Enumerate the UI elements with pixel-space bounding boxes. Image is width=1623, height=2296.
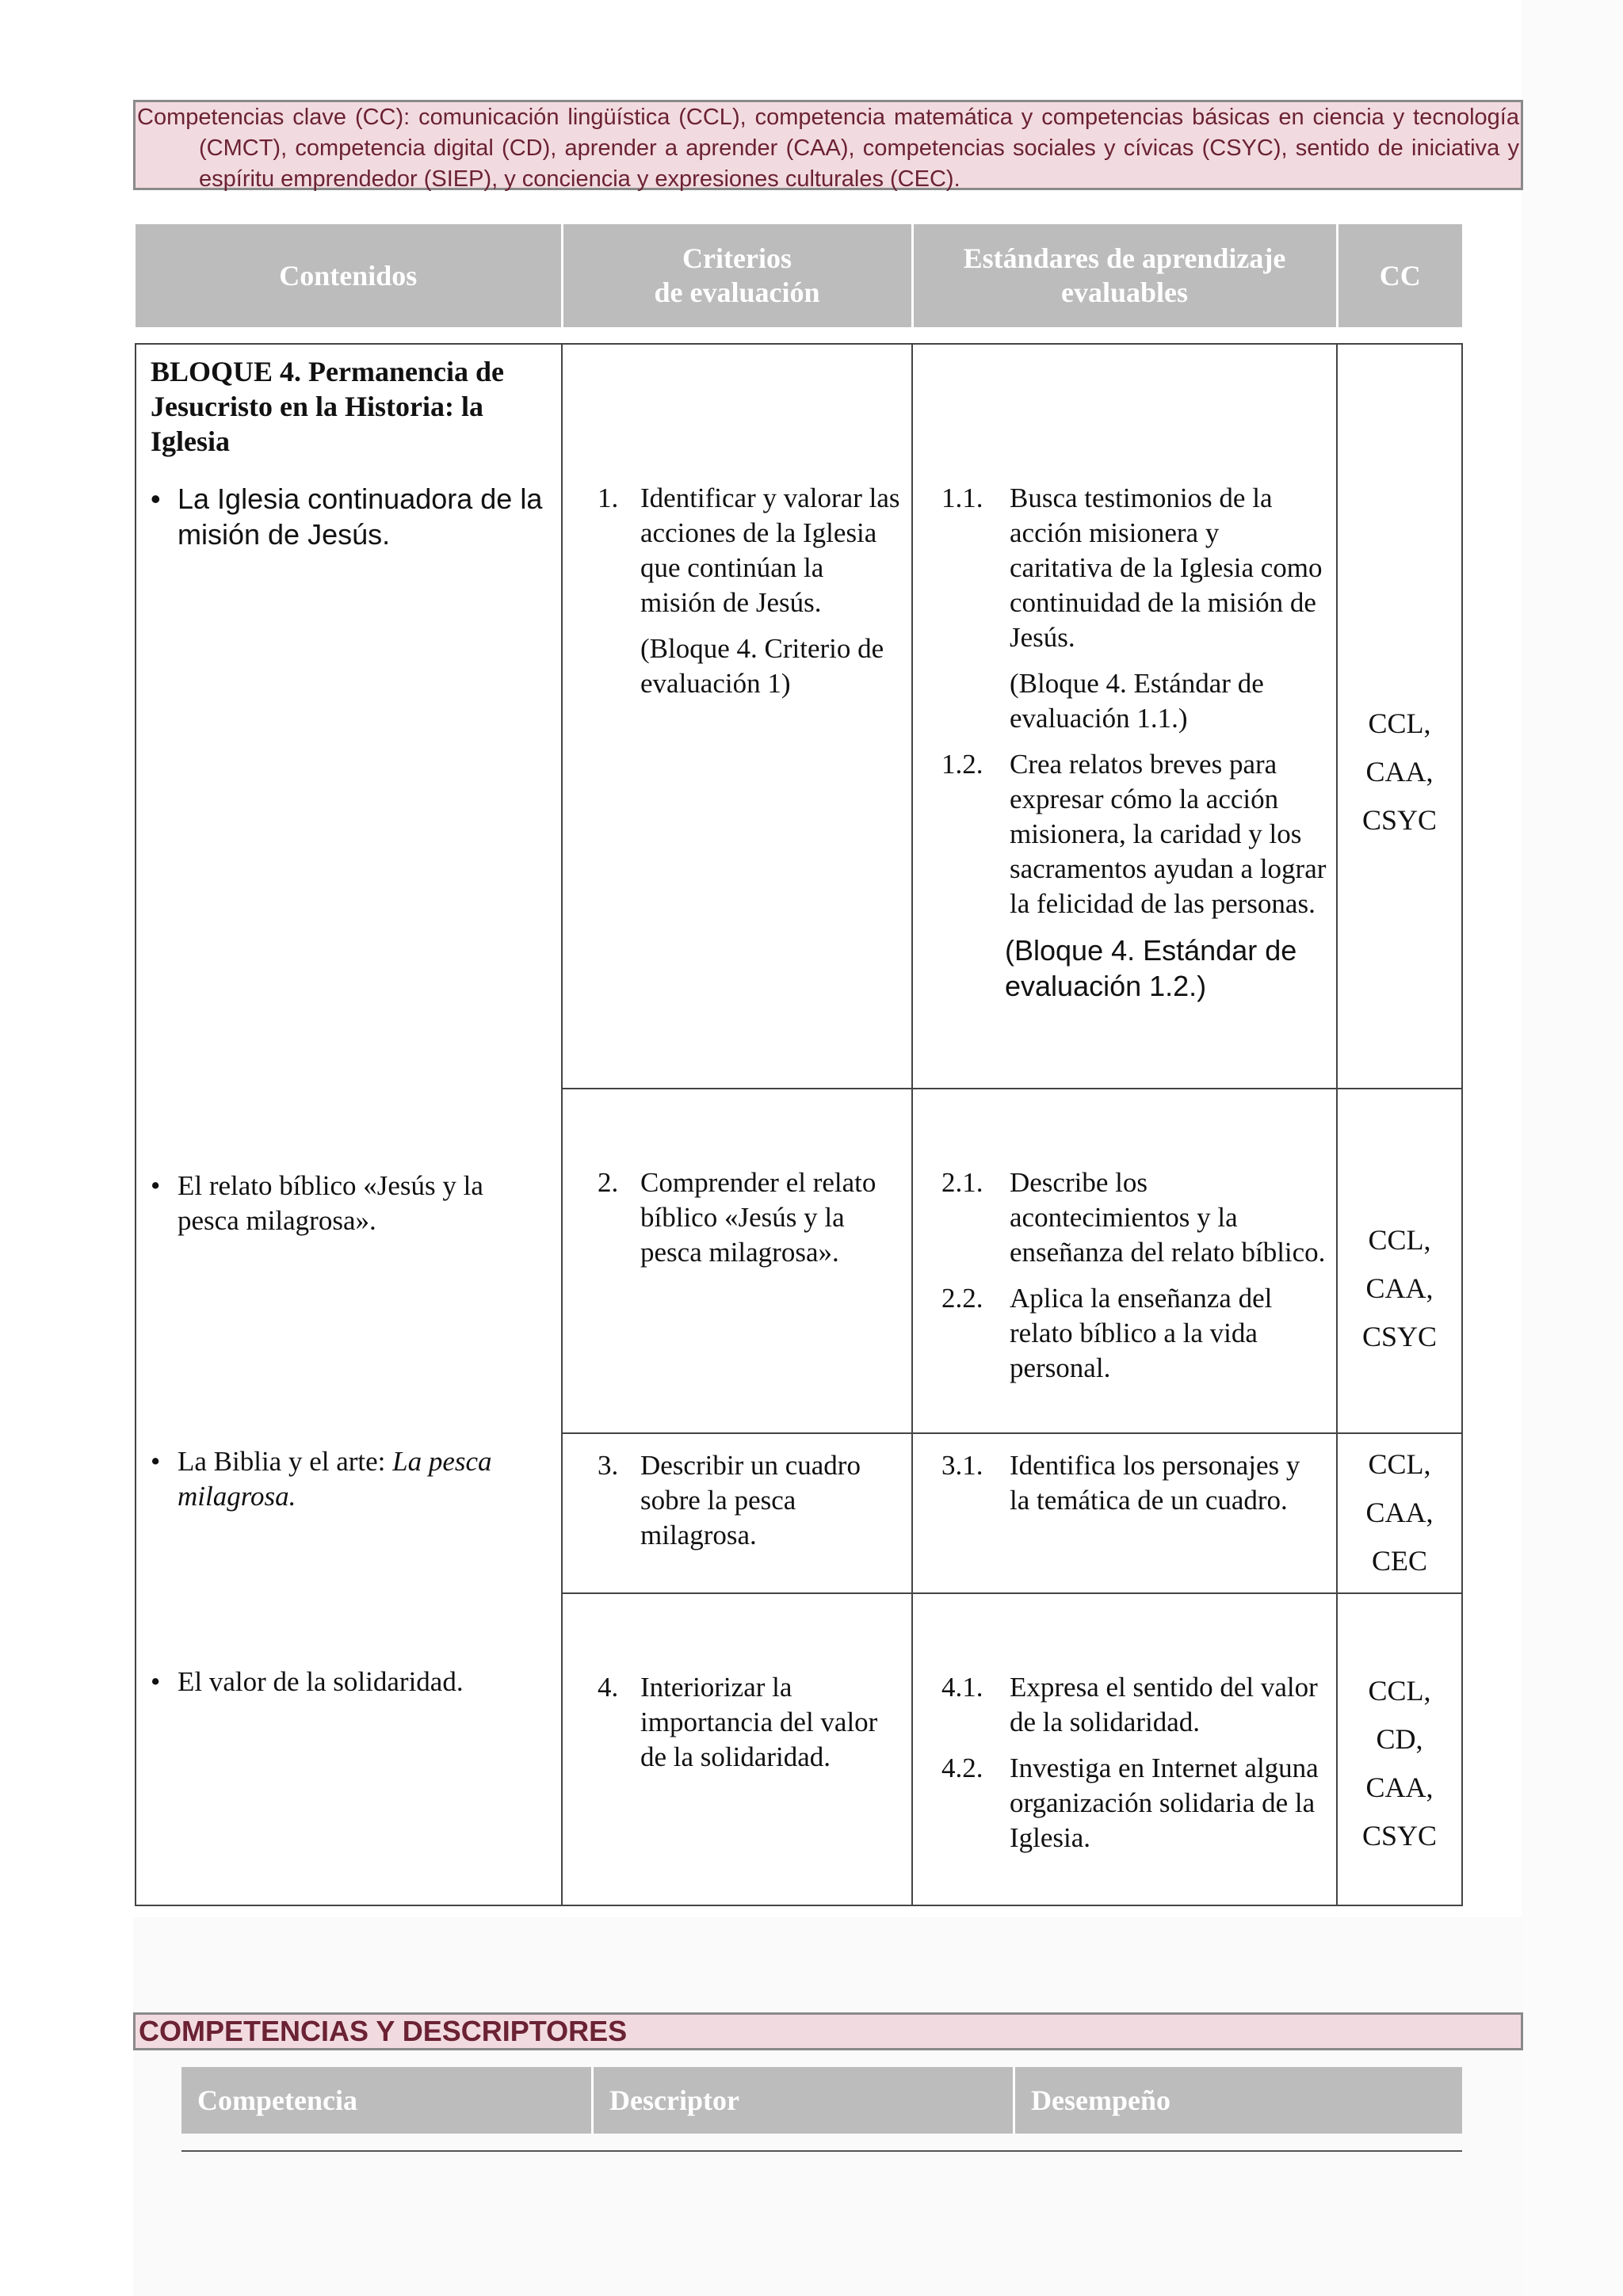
estandar-number: 4.2. <box>941 1753 983 1783</box>
criterio-item <box>563 1165 911 1270</box>
estandar-item <box>913 1448 1336 1518</box>
criterio-number: 4. <box>598 1672 619 1703</box>
competencias-header-row <box>181 2067 1462 2134</box>
estandar-number: 3.1. <box>941 1450 983 1481</box>
key-competences-note: Competencias clave (CC): comunicación lingüística (CCL), competencia matemática y competencias básicas en ciencia y tecnología (CMCT), competencia digital (CD), aprender a aprender (CAA), competencias sociales y cívicas (CSYC), sentido de iniciativa y espíritu emprendedor (SIEP), y conciencia y expresiones culturales (CEC). <box>133 100 1523 190</box>
header-estandares-line1: Estándares de aprendizaje <box>963 242 1286 274</box>
estandar-text: Aplica la enseñanza del relato bíblico a la vida personal. <box>1010 1283 1273 1383</box>
estandar-item <box>913 1165 1336 1270</box>
estandar-text: Crea relatos breves para expresar cómo la acción misionera, la caridad y los sacramentos ayudan a lograr la felicidad de las personas. <box>1010 749 1327 919</box>
evaluation-table <box>135 224 1463 1906</box>
criterio-item <box>563 1448 911 1553</box>
estandar-number: 2.2. <box>941 1283 983 1314</box>
contenido-item <box>136 481 561 552</box>
table-header-row <box>136 224 1462 327</box>
header-estandares-line2: evaluables <box>1060 277 1188 308</box>
criterio-number: 2. <box>598 1167 619 1198</box>
header-contenidos: Contenidos <box>136 224 562 327</box>
contenido-item <box>136 1444 561 1514</box>
estandar-text: Investiga en Internet alguna organización solidaria de la Iglesia. <box>1010 1753 1319 1853</box>
side-background <box>1522 0 1623 2296</box>
estandar-text: Describe los acontecimientos y la enseñanza del relato bíblico. <box>1010 1167 1326 1268</box>
estandar-note: (Bloque 4. Estándar de evaluación 1.1.) <box>1010 668 1264 734</box>
criterio-item <box>563 481 911 620</box>
criterio-number: 1. <box>598 482 619 513</box>
estandar-text: Busca testimonios de la acción misionera y caritativa de la Iglesia como continuidad de la misión de Jesús. <box>1010 482 1323 653</box>
contenido-prefix: La Biblia y el arte: <box>178 1446 393 1477</box>
bullet-icon: • <box>151 1446 161 1477</box>
cc-code: CCL, <box>1368 1675 1431 1707</box>
estandar-cell <box>912 1593 1337 1905</box>
estandar-cell <box>912 344 1337 1089</box>
criterio-item <box>563 1670 911 1775</box>
cc-cell <box>1337 1089 1462 1433</box>
table-row <box>136 344 1462 1089</box>
contenidos-cell <box>136 344 562 1905</box>
contenido-item <box>136 1665 561 1699</box>
cc-code: CAA, <box>1365 1772 1434 1803</box>
header-desempeno: Desempeño <box>1015 2067 1462 2134</box>
estandar-cell <box>912 1433 1337 1593</box>
estandar-item <box>913 1751 1336 1855</box>
estandar-item <box>913 747 1336 921</box>
cc-code: CAA, <box>1365 1272 1434 1304</box>
estandar-number: 1.1. <box>941 482 983 513</box>
bullet-icon: • <box>151 1170 161 1201</box>
criterio-text: Interiorizar la importancia del valor de la solidaridad. <box>640 1672 878 1772</box>
cc-code: CCL, <box>1368 1224 1431 1256</box>
criterio-cell <box>562 1593 912 1905</box>
estandar-note: (Bloque 4. Estándar de evaluación 1.2.) <box>1005 934 1297 1002</box>
cc-code: CSYC <box>1361 1321 1438 1352</box>
estandar-item <box>913 1281 1336 1386</box>
header-cc: CC <box>1337 224 1462 327</box>
criterio-number: 3. <box>598 1450 619 1481</box>
cc-code: CD, <box>1376 1723 1423 1755</box>
cc-cell <box>1337 344 1462 1089</box>
cc-code: CAA, <box>1365 1497 1434 1528</box>
competencias-title: COMPETENCIAS Y DESCRIPTORES <box>133 2012 1523 2050</box>
contenido-italic: La pesca milagrosa. <box>178 1446 492 1512</box>
criterio-text: Comprender el relato bíblico «Jesús y la pesca milagrosa». <box>640 1167 876 1268</box>
criterio-cell <box>562 344 912 1089</box>
contenido-text: La Iglesia continuadora de la misión de Jesús. <box>178 482 543 551</box>
estandar-item <box>913 1670 1336 1740</box>
estandar-item <box>913 481 1336 655</box>
header-competencia: Competencia <box>181 2067 594 2134</box>
competencias-divider <box>181 2150 1462 2152</box>
cc-cell <box>1337 1593 1462 1905</box>
bullet-icon: • <box>151 482 161 515</box>
cc-code: CAA, <box>1365 756 1434 788</box>
cc-code: CSYC <box>1361 1820 1438 1852</box>
header-criterios <box>562 224 912 327</box>
header-criterios-line2: de evaluación <box>654 277 820 308</box>
cc-code: CSYC <box>1361 804 1438 836</box>
contenido-text: El relato bíblico «Jesús y la pesca milagrosa». <box>178 1170 483 1236</box>
estandar-text: Identifica los personajes y la temática de un cuadro. <box>1010 1450 1300 1516</box>
cc-list <box>1338 700 1461 845</box>
header-criterios-line1: Criterios <box>682 242 792 274</box>
contenido-text: El valor de la solidaridad. <box>178 1666 464 1697</box>
cc-list <box>1338 1216 1461 1361</box>
cc-list <box>1338 1440 1461 1585</box>
cc-cell <box>1337 1433 1462 1593</box>
header-descriptor: Descriptor <box>594 2067 1015 2134</box>
contenido-item <box>136 1169 561 1238</box>
cc-list <box>1338 1667 1461 1860</box>
estandar-text: Expresa el sentido del valor de la solidaridad. <box>1010 1672 1318 1737</box>
estandar-cell <box>912 1089 1337 1433</box>
estandar-number: 4.1. <box>941 1672 983 1703</box>
criterio-cell <box>562 1433 912 1593</box>
header-estandares <box>912 224 1337 327</box>
estandar-number: 1.2. <box>941 749 983 780</box>
criterio-cell <box>562 1089 912 1433</box>
contenido-text <box>178 1446 492 1512</box>
criterio-note: (Bloque 4. Criterio de evaluación 1) <box>640 633 884 699</box>
cc-code: CCL, <box>1368 707 1431 739</box>
criterio-text: Describir un cuadro sobre la pesca milagrosa. <box>640 1450 861 1550</box>
cc-code: CCL, <box>1368 1448 1431 1480</box>
bloque-title: BLOQUE 4. Permanencia de Jesucristo en la Historia: la Iglesia <box>151 356 504 457</box>
estandar-number: 2.1. <box>941 1167 983 1198</box>
bullet-icon: • <box>151 1666 161 1697</box>
criterio-text: Identificar y valorar las acciones de la Iglesia que continúan la misión de Jesús. <box>640 482 900 618</box>
cc-code: CEC <box>1371 1545 1427 1577</box>
